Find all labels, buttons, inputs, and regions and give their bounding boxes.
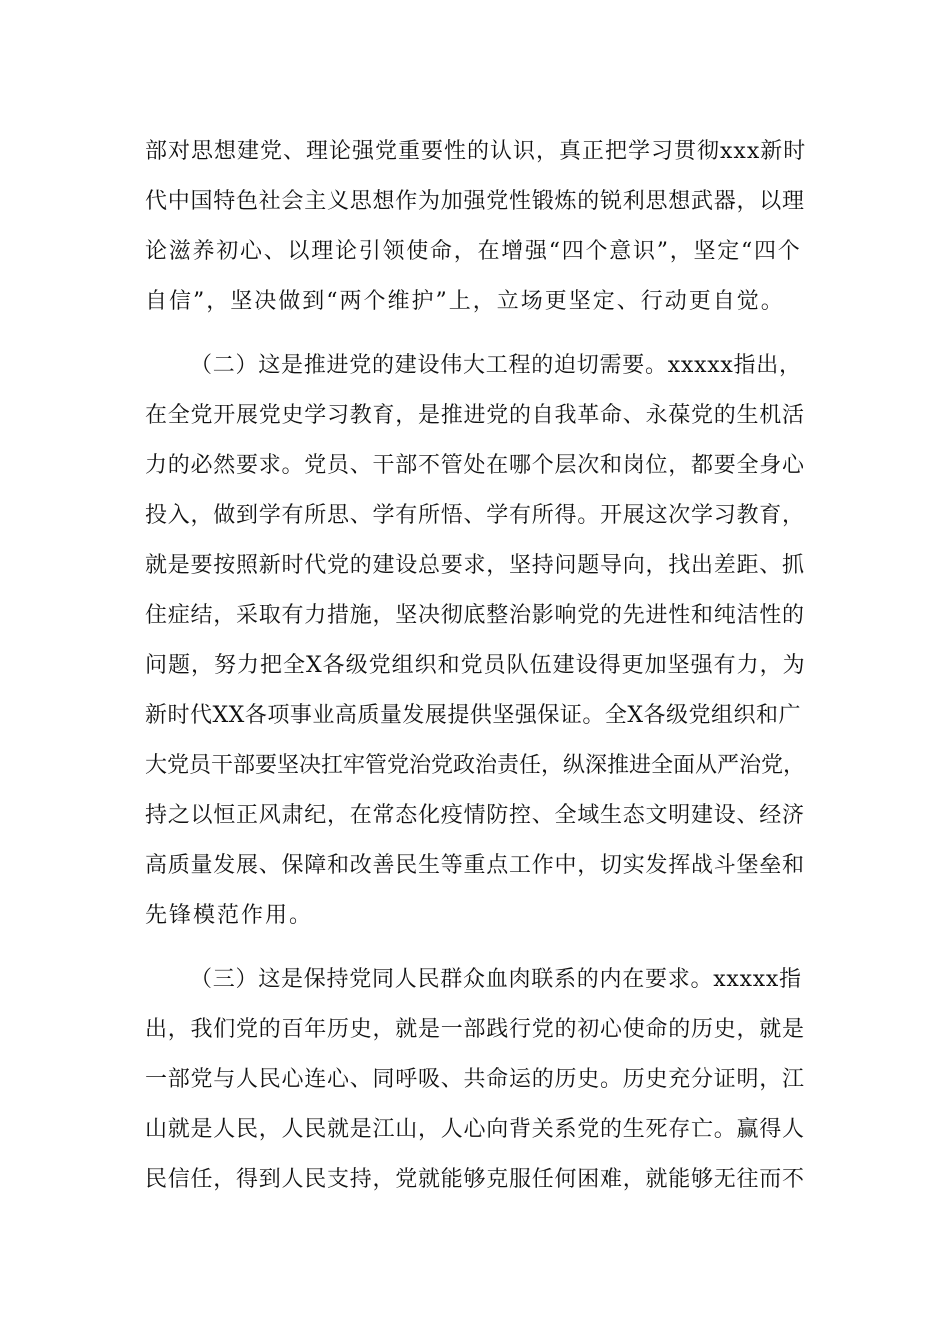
- paragraph-1-line-2: 代中国特色社会主义思想作为加强党性锻炼的锐利思想武器，以理: [145, 189, 805, 214]
- paragraph-3-line-4: 山就是人民，人民就是江山，人心向背关系党的生死存亡。赢得人: [145, 1117, 805, 1142]
- paragraph-3-line-5: 民信任，得到人民支持，党就能够克服任何困难，就能够无往而不: [145, 1167, 805, 1192]
- paragraph-1-line-3: 论滋养初心、以理论引领使命，在增强“四个意识”，坚定“四个: [145, 239, 802, 264]
- paragraph-2-line-6: 住症结，采取有力措施，坚决彻底整治影响党的先进性和纯洁性的: [145, 603, 805, 628]
- paragraph-2-line-7: 问题，努力把全X各级党组织和党员队伍建设得更加坚强有力，为: [145, 653, 806, 678]
- paragraph-2-line-5: 就是要按照新时代党的建设总要求，坚持问题导向，找出差距、抓: [145, 553, 805, 578]
- paragraph-2-line-12: 先锋模范作用。: [145, 903, 314, 928]
- paragraph-2-line-8: 新时代XX各项事业高质量发展提供坚强保证。全X各级党组织和广: [145, 703, 801, 728]
- paragraph-3-line-2: 出，我们党的百年历史，就是一部践行党的初心使命的历史，就是: [145, 1017, 805, 1042]
- paragraph-2-line-1: （二）这是推进党的建设伟大工程的迫切需要。xxxxx指出，: [190, 353, 802, 378]
- paragraph-2-line-2: 在全党开展党史学习教育，是推进党的自我革命、永葆党的生机活: [145, 403, 805, 428]
- paragraph-1-line-1: 部对思想建党、理论强党重要性的认识，真正把学习贯彻xxx新时: [145, 139, 807, 164]
- paragraph-3-line-1: （三）这是保持党同人民群众血肉联系的内在要求。xxxxx指: [190, 967, 802, 992]
- paragraph-2-line-4: 投入，做到学有所思、学有所悟、学有所得。开展这次学习教育，: [145, 503, 805, 528]
- paragraph-3-line-3: 一部党与人民心连心、同呼吸、共命运的历史。历史充分证明，江: [145, 1067, 805, 1092]
- paragraph-2-line-11: 高质量发展、保障和改善民生等重点工作中，切实发挥战斗堡垒和: [145, 853, 805, 878]
- paragraph-2-line-3: 力的必然要求。党员、干部不管处在哪个层次和岗位，都要全身心: [145, 453, 805, 478]
- paragraph-1-line-4: 自信”，坚决做到“两个维护”上，立场更坚定、行动更自觉。: [145, 289, 785, 314]
- paragraph-2-line-9: 大党员干部要坚决扛牢管党治党政治责任，纵深推进全面从严治党，: [145, 753, 806, 778]
- paragraph-2-line-10: 持之以恒正风肃纪，在常态化疫情防控、全域生态文明建设、经济: [145, 803, 805, 828]
